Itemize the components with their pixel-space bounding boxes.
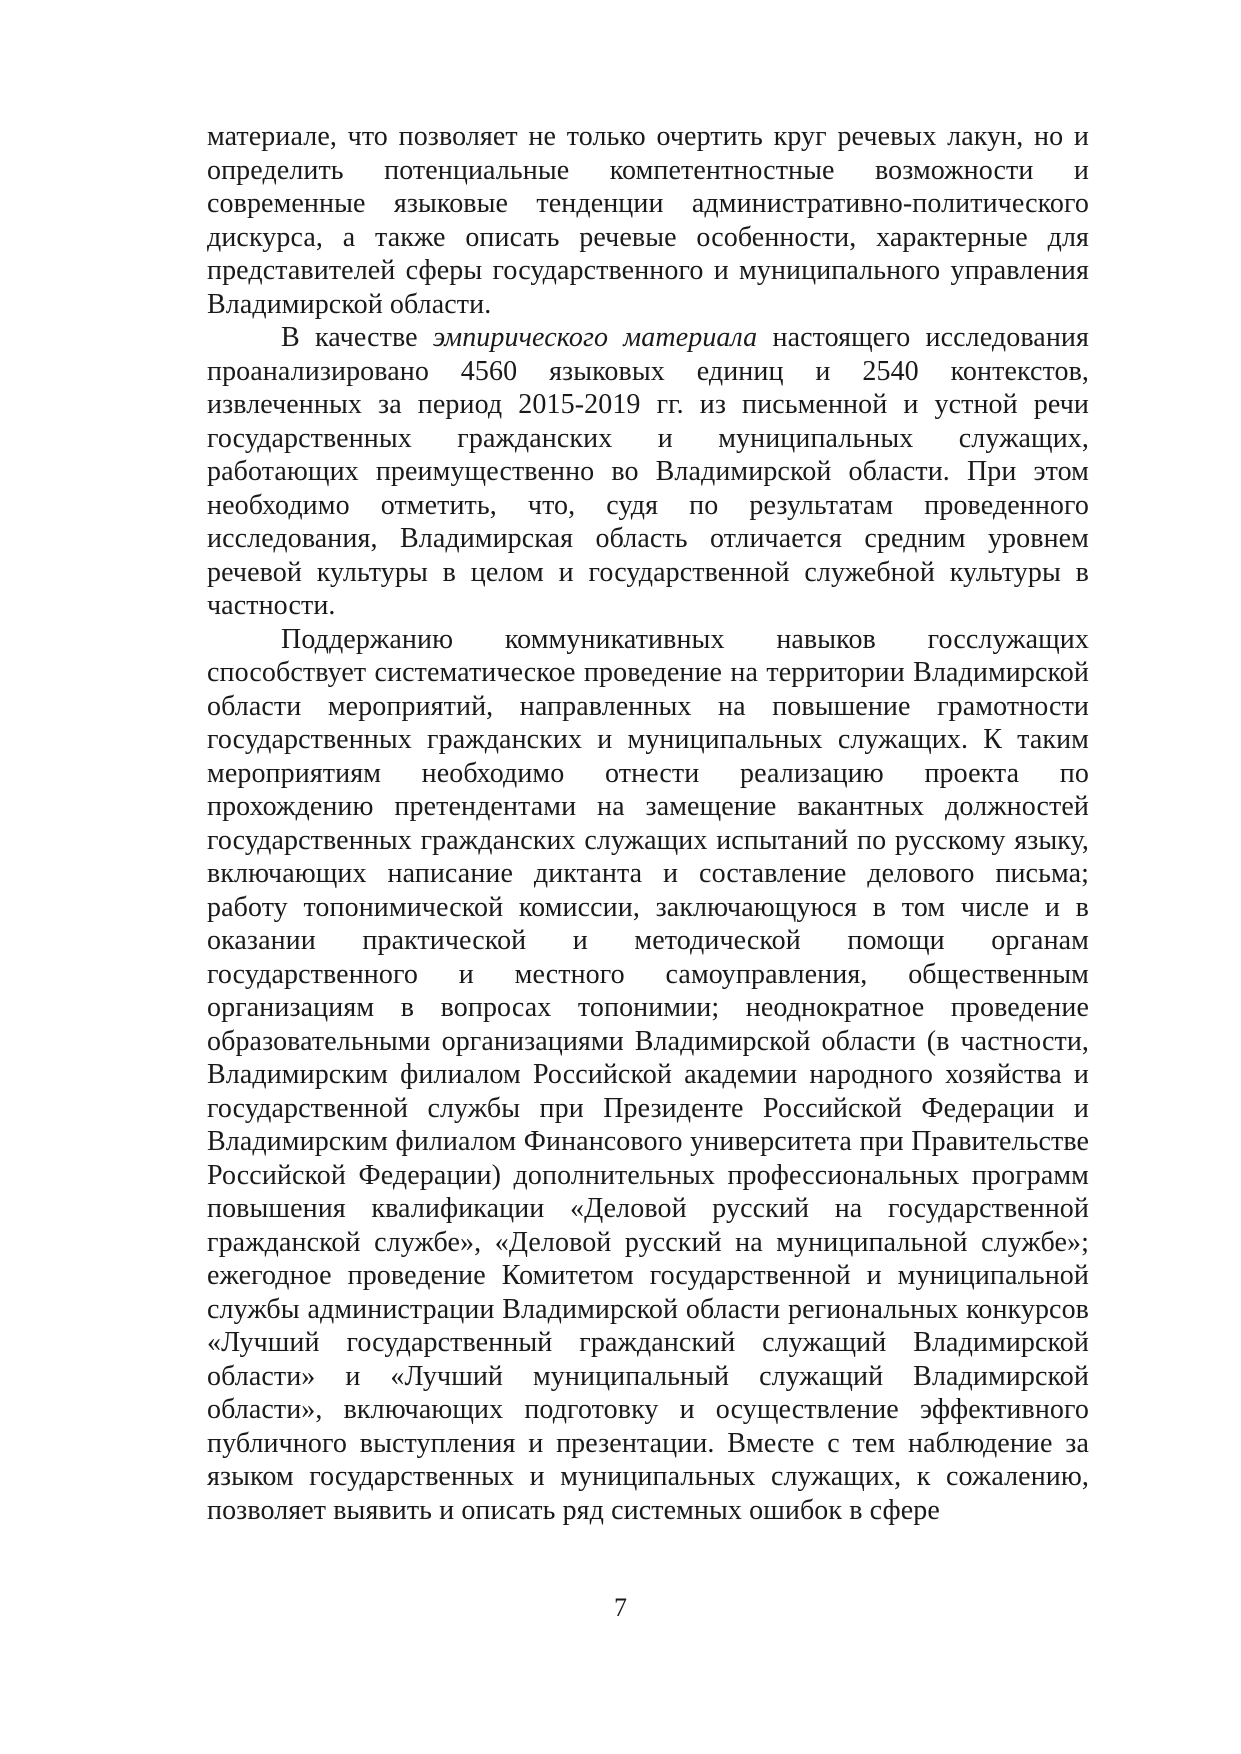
paragraph-text: материале, что позволяет не только очертить круг речевых лакун, но и определить потенциальные компетентностные возможности и современные языковые тенденции административно-политического дискурса, а также описать речевые особенности, характерные для представителей сферы государственного и муниципального управления Владимирской области.: [207, 121, 1089, 320]
emphasis-term: эмпирического материала: [432, 322, 758, 353]
paragraph-continuation: [207, 120, 1089, 321]
paragraph-text: Поддержанию коммуникативных навыков госслужащих способствует систематическое проведение на территории Владимирской области мероприятий, направленных на повышение грамотности государственных гражданских и муниципальных служащих. К таким мероприятиям необходимо отнести реализацию проекта по прохождению претендентами на замещение вакантных должностей государственных гражданских служащих испытаний по русскому языку, включающих написание диктанта и составление делового письма; работу топонимической комиссии, заключающуюся в том числе и в оказании практической и методической помощи органам государственного и местного самоуправления, общественным организациям в вопросах топонимии; неоднократное проведение образовательными организациями Владимирской области (в частности, Владимирским филиалом Российской академии народного хозяйства и государственной службы при Президенте Российской Федерации и Владимирским филиалом Финансового университета при Правительстве Российской Федерации) дополнительных профессиональных программ повышения квалификации «Деловой русский на государственной гражданской службе», «Деловой русский на муниципальной службе»; ежегодное проведение Комитетом государственной и муниципальной службы администрации Владимирской области региональных конкурсов «Лучший государственный гражданский служащий Владимирской области» и «Лучший муниципальный служащий Владимирской области», включающих подготовку и осуществление эффективного публичного выступления и презентации. Вместе с тем наблюдение за языком государственных и муниципальных служащих, к сожалению, позволяет выявить и описать ряд системных ошибок в сфере: [207, 623, 1089, 1526]
page-number: 7: [614, 1593, 627, 1622]
body-text: [207, 120, 1089, 1527]
paragraph-text: настоящего исследования проанализировано 4560 языковых единиц и 2540 контекстов, извлеченных за период 2015-2019 гг. из письменной и устной речи государственных гражданских и муниципальных служащих, работающих преимущественно во Владимирской области. При этом необходимо отметить, что, судя по результатам проведенного исследования, Владимирская область отличается средним уровнем речевой культуры в целом и государственной служебной культуры в частности.: [207, 322, 1089, 621]
paragraph-text: В качестве: [281, 322, 433, 353]
paragraph-empirical-material: [207, 321, 1089, 623]
paragraph-communication-skills: [207, 623, 1089, 1528]
